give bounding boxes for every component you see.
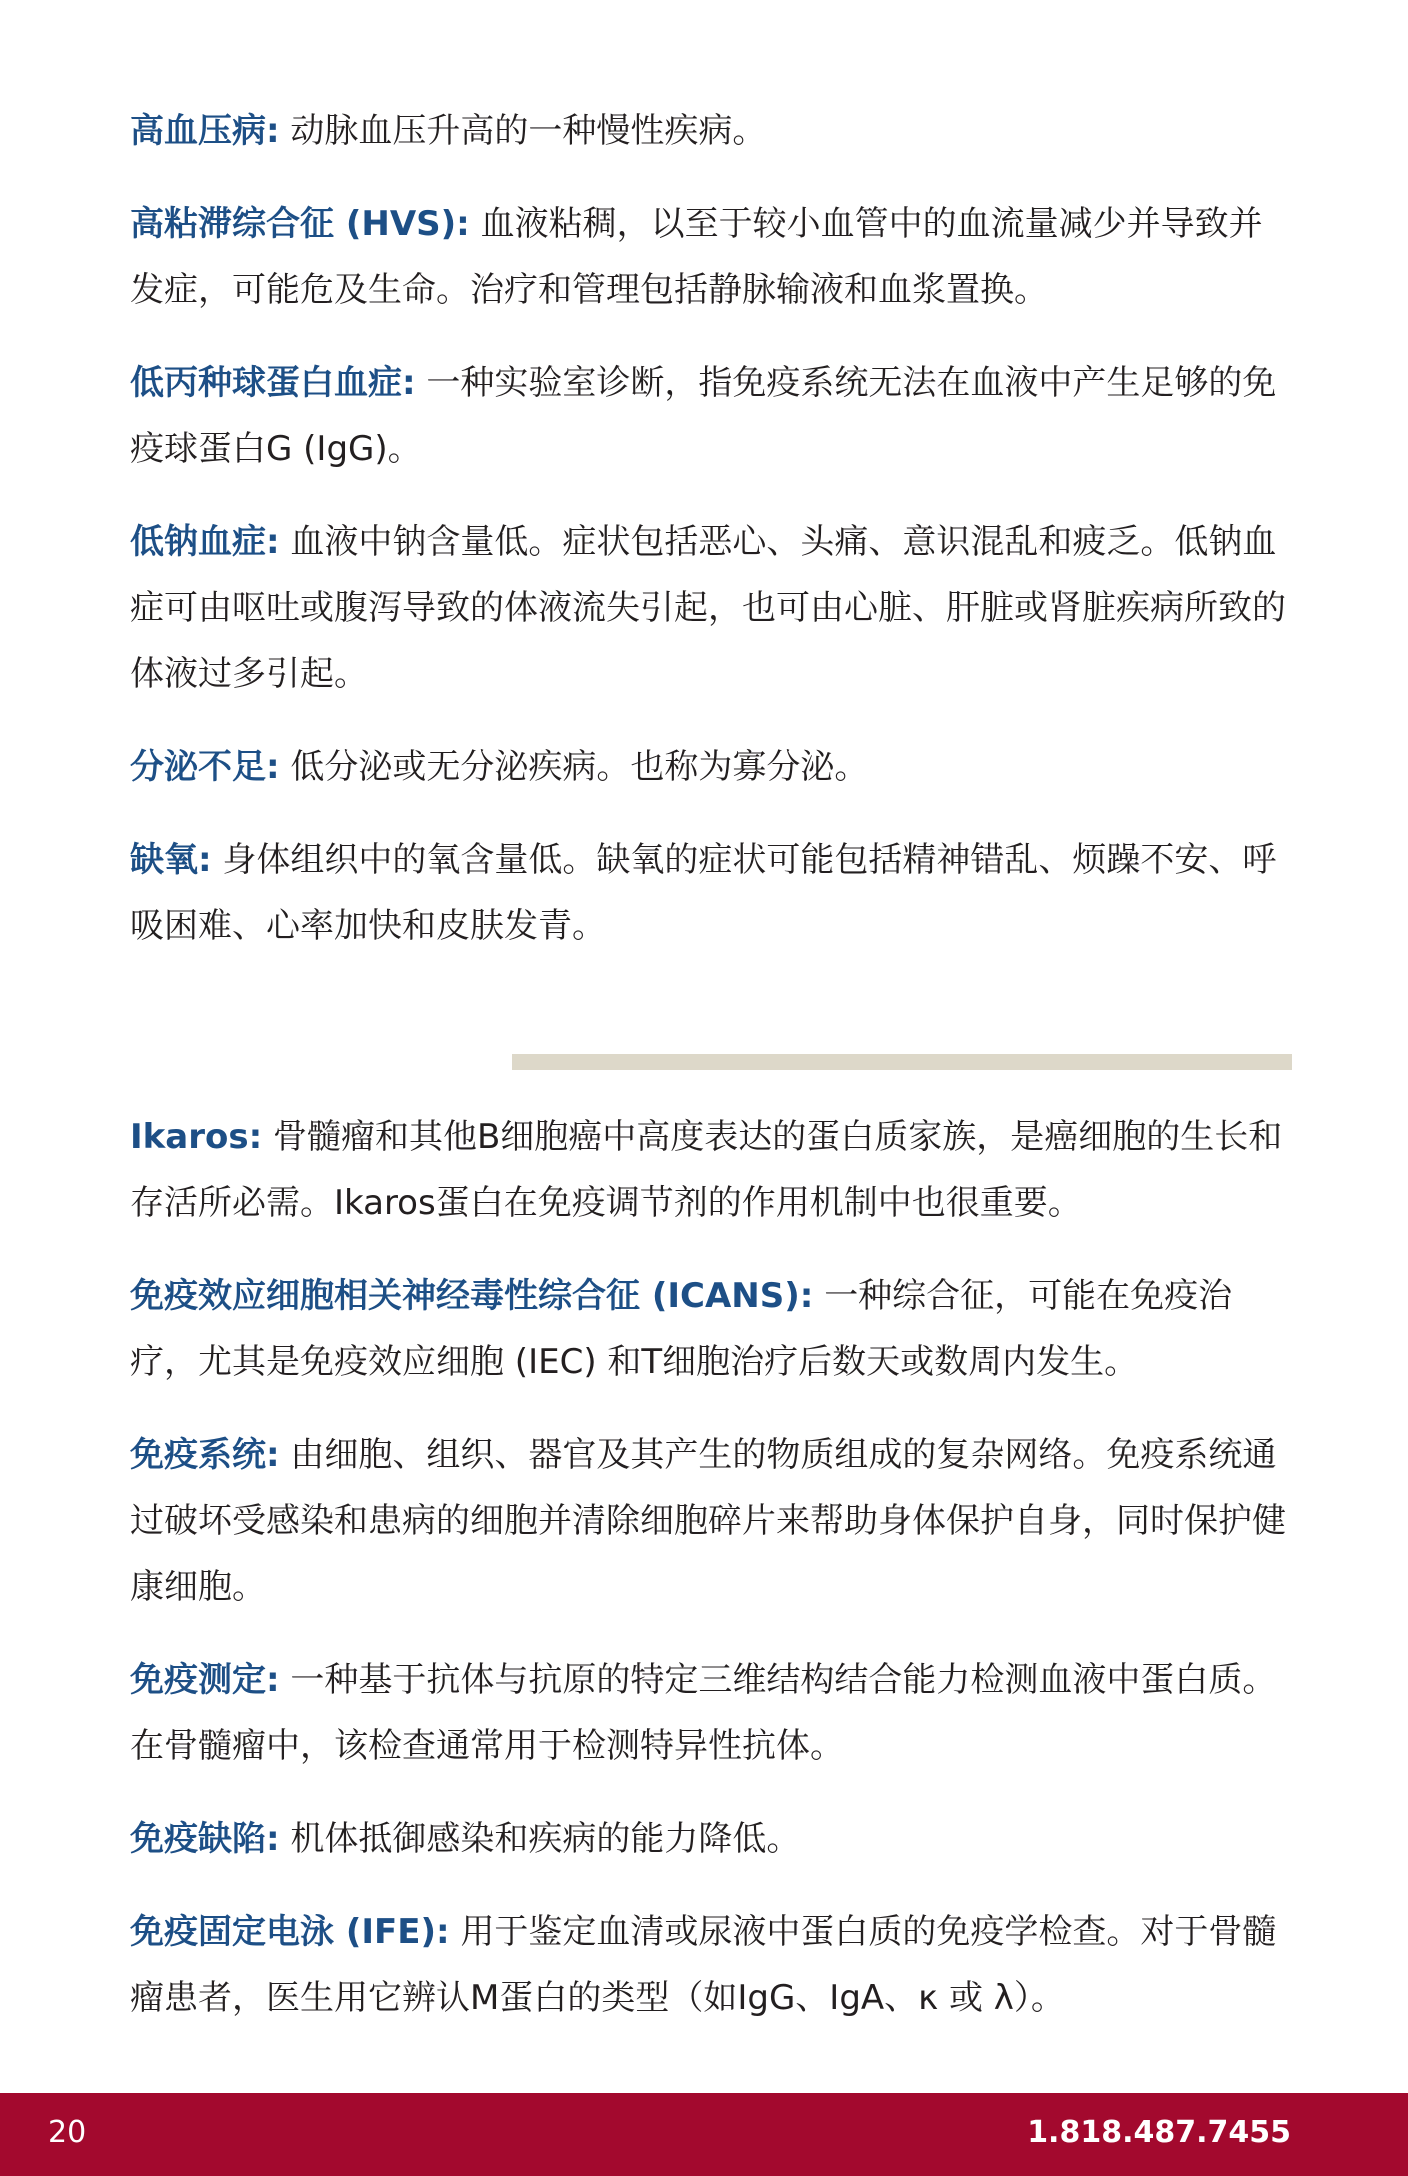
glossary-definition: 骨髓瘤和其他B细胞癌中高度表达的蛋白质家族，是癌细胞的生长和存活所必需。Ikaros蛋白在免疫调节剂的作用机制中也很重要。 [130, 1117, 1283, 1223]
glossary-term: 免疫缺陷: [130, 1819, 280, 1859]
glossary-definition: 动脉血压升高的一种慢性疾病。 [290, 111, 767, 151]
glossary-entry [130, 191, 1292, 323]
glossary-definition: 一种综合征，可能在免疫治疗，尤其是免疫效应细胞 (IEC) 和T细胞治疗后数天或数周内发生。 [130, 1276, 1233, 1382]
glossary-entry [130, 1422, 1292, 1620]
glossary-term: 缺氧: [130, 840, 212, 880]
glossary-entry [130, 350, 1292, 482]
page-footer [0, 2093, 1408, 2176]
section-divider [512, 1054, 1292, 1070]
glossary-definition: 血液中钠含量低。症状包括恶心、头痛、意识混乱和疲乏。低钠血症可由呕吐或腹泻导致的体液流失引起，也可由心脏、肝脏或肾脏疾病所致的体液过多引起。 [130, 522, 1286, 694]
glossary-entry [130, 1899, 1292, 2031]
glossary-section-bottom [130, 1104, 1292, 2058]
glossary-definition: 低分泌或无分泌疾病。也称为寡分泌。 [290, 747, 869, 787]
glossary-term: 免疫效应细胞相关神经毒性综合征 (ICANS): [130, 1276, 814, 1316]
glossary-term: 低钠血症: [130, 522, 280, 562]
glossary-term: 分泌不足: [130, 747, 280, 787]
glossary-definition: 由细胞、组织、器官及其产生的物质组成的复杂网络。免疫系统通过破坏受感染和患病的细胞并清除细胞碎片来帮助身体保护自身，同时保护健康细胞。 [130, 1435, 1286, 1607]
glossary-definition: 身体组织中的氧含量低。缺氧的症状可能包括精神错乱、烦躁不安、呼吸困难、心率加快和皮肤发青。 [130, 840, 1277, 946]
glossary-entry [130, 1806, 1292, 1872]
glossary-definition: 血液粘稠，以至于较小血管中的血流量减少并导致并发症，可能危及生命。治疗和管理包括静脉输液和血浆置换。 [130, 204, 1263, 310]
glossary-term: 低丙种球蛋白血症: [130, 363, 416, 403]
page-number: 20 [48, 2115, 87, 2150]
glossary-entry [130, 98, 1292, 164]
glossary-entry [130, 1647, 1292, 1779]
glossary-term: 高血压病: [130, 111, 280, 151]
glossary-definition: 机体抵御感染和疾病的能力降低。 [290, 1819, 801, 1859]
glossary-entry [130, 827, 1292, 959]
glossary-term: 高粘滞综合征 (HVS): [130, 204, 470, 244]
glossary-term: 免疫系统: [130, 1435, 280, 1475]
glossary-entry [130, 1104, 1292, 1236]
glossary-term: Ikaros: [130, 1117, 263, 1157]
glossary-definition: 用于鉴定血清或尿液中蛋白质的免疫学检查。对于骨髓瘤患者，医生用它辨认M蛋白的类型（如IgG、IgA、κ 或 λ）。 [130, 1912, 1277, 2018]
glossary-section-top [130, 98, 1292, 986]
glossary-definition: 一种实验室诊断，指免疫系统无法在血液中产生足够的免疫球蛋白G (IgG)。 [130, 363, 1277, 469]
glossary-term: 免疫固定电泳 (IFE): [130, 1912, 450, 1952]
phone-number: 1.818.487.7455 [1027, 2115, 1291, 2150]
glossary-term: 免疫测定: [130, 1660, 280, 1700]
glossary-entry [130, 509, 1292, 707]
glossary-entry [130, 1263, 1292, 1395]
glossary-entry [130, 734, 1292, 800]
glossary-definition: 一种基于抗体与抗原的特定三维结构结合能力检测血液中蛋白质。在骨髓瘤中，该检查通常用于检测特异性抗体。 [130, 1660, 1277, 1766]
